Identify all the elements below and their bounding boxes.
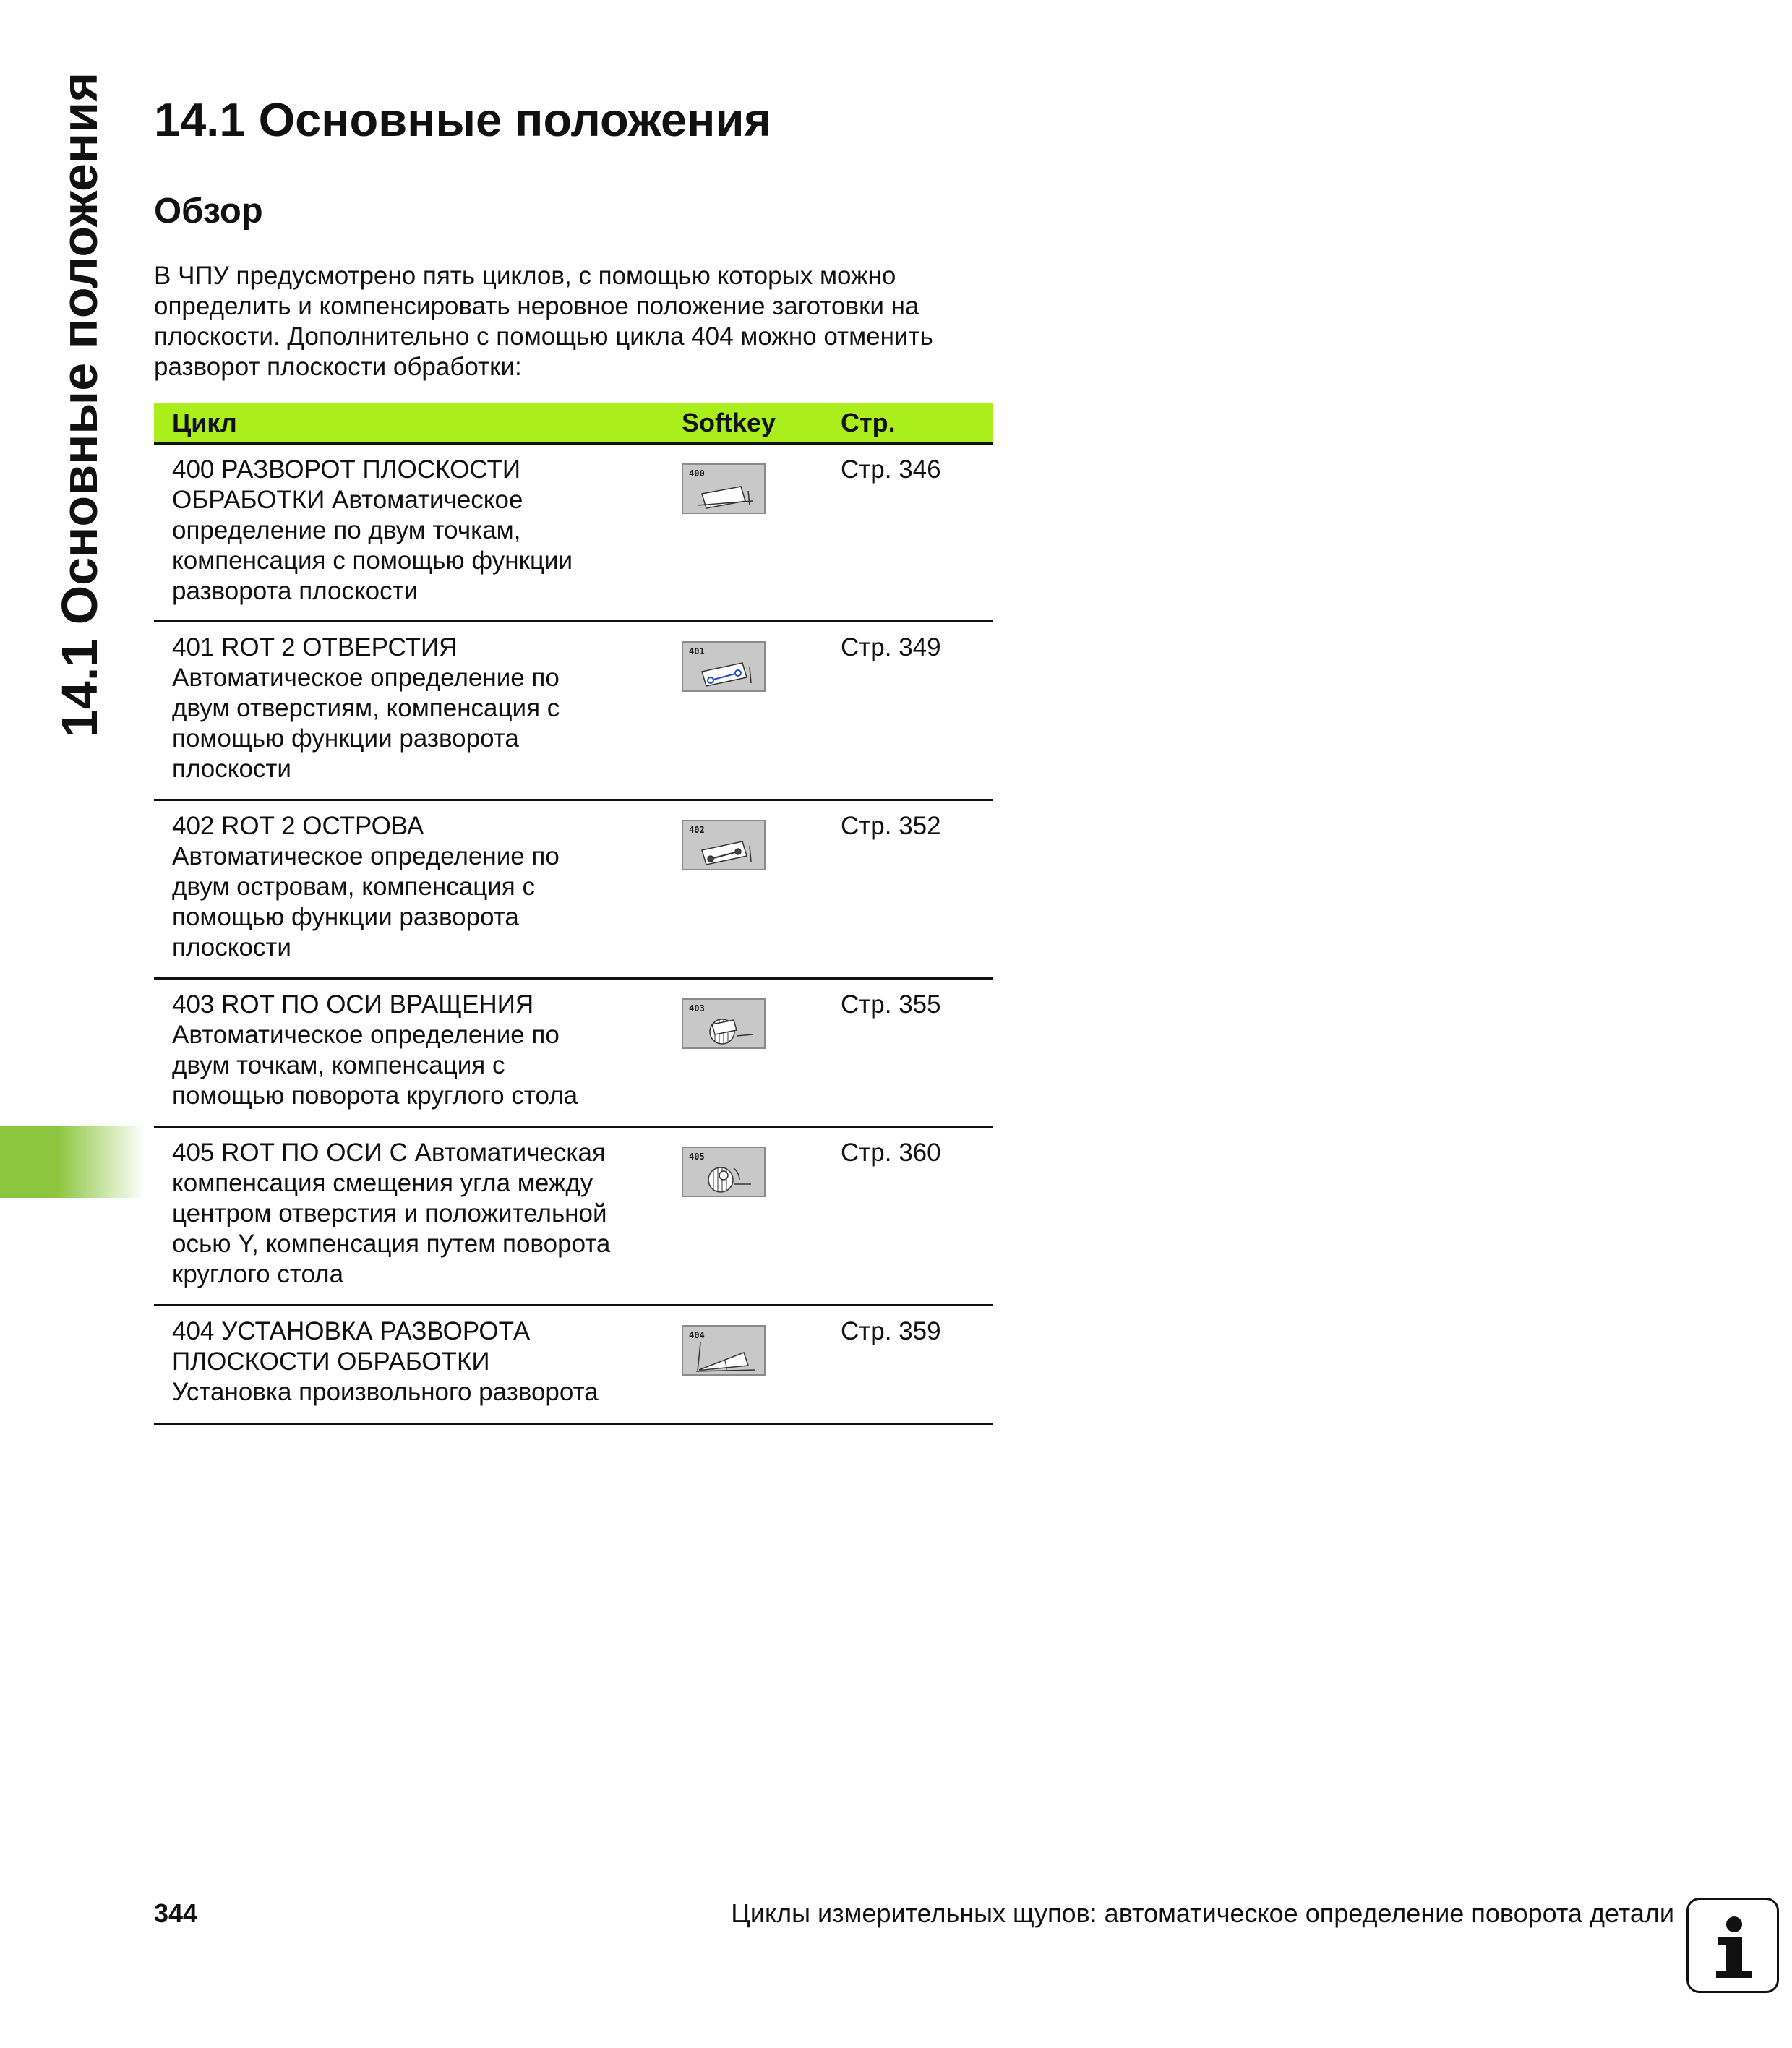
- softkey-404-icon[interactable]: [682, 1325, 766, 1376]
- table-row: [154, 445, 993, 622]
- cycle-table: [154, 403, 993, 1425]
- softkey-402-icon[interactable]: [682, 820, 766, 870]
- page-number: 344: [154, 1898, 198, 1928]
- table-row: [154, 1306, 993, 1425]
- softkey-401-icon[interactable]: [682, 641, 766, 692]
- page-title: 14.1 Основные положения: [154, 93, 772, 146]
- section-title: Обзор: [154, 192, 263, 231]
- table-row: [154, 622, 993, 801]
- softkey-label: 403: [689, 1003, 705, 1014]
- header-page: Стр.: [841, 408, 896, 437]
- softkey-label: 402: [689, 825, 705, 835]
- table-header-row: [154, 403, 993, 445]
- softkey-label: 400: [689, 468, 705, 479]
- cycle-description: 405 ROT ПО ОСИ С Автоматическая компенсация смещения угла между центром отверстия и положительной осью Y, компенсация путем поворота круглого стола: [172, 1139, 611, 1288]
- cycle-description: 401 ROT 2 ОТВЕРСТИЯ Автоматическое определение по двум отверстиям, компенсация с помощью функции разворота плоскости: [172, 633, 560, 783]
- softkey-403-icon[interactable]: [682, 998, 766, 1049]
- footer-chapter-title: Циклы измерительных щупов: автоматическое определение поворота детали: [731, 1898, 1674, 1928]
- softkey-405-icon[interactable]: [682, 1147, 766, 1197]
- side-chapter-title: 14.1 Основные положения: [51, 72, 108, 737]
- page-reference[interactable]: Стр. 355: [841, 990, 941, 1019]
- softkey-label: 404: [689, 1330, 705, 1340]
- table-row: [154, 980, 993, 1128]
- header-softkey: Softkey: [682, 408, 776, 437]
- chapter-tab-marker: [0, 1126, 145, 1198]
- table-row: [154, 801, 993, 980]
- page-reference[interactable]: Стр. 346: [841, 455, 941, 484]
- header-cycle: Цикл: [172, 408, 237, 437]
- softkey-label: 401: [689, 646, 705, 656]
- softkey-400-icon[interactable]: [682, 463, 766, 514]
- info-icon[interactable]: [1686, 1898, 1779, 1993]
- cycle-description: 403 ROT ПО ОСИ ВРАЩЕНИЯ Автоматическое определение по двум точкам, компенсация с помощью поворота круглого стола: [172, 990, 578, 1110]
- intro-paragraph: В ЧПУ предусмотрено пять циклов, с помощью которых можно определить и компенсировать неровное положение заготовки на плоскости. Дополнительно с помощью цикла 404 можно отменить разворот плоскости обработки:: [154, 262, 933, 381]
- page-reference[interactable]: Стр. 359: [841, 1317, 941, 1345]
- softkey-label: 405: [689, 1152, 705, 1162]
- cycle-description: 400 РАЗВОРОТ ПЛОСКОСТИ ОБРАБОТКИ Автоматическое определение по двум точкам, компенсация с помощью функции разворота плоскости: [172, 455, 573, 605]
- page-reference[interactable]: Стр. 349: [841, 633, 941, 661]
- cycle-description: 404 УСТАНОВКА РАЗВОРОТА ПЛОСКОСТИ ОБРАБОТКИ Установка произвольного разворота: [172, 1317, 599, 1406]
- page-reference[interactable]: Стр. 352: [841, 812, 941, 840]
- table-row: [154, 1128, 993, 1306]
- page-reference[interactable]: Стр. 360: [841, 1139, 941, 1167]
- cycle-description: 402 ROT 2 ОСТРОВА Автоматическое определение по двум островам, компенсация с помощью функции разворота плоскости: [172, 812, 560, 961]
